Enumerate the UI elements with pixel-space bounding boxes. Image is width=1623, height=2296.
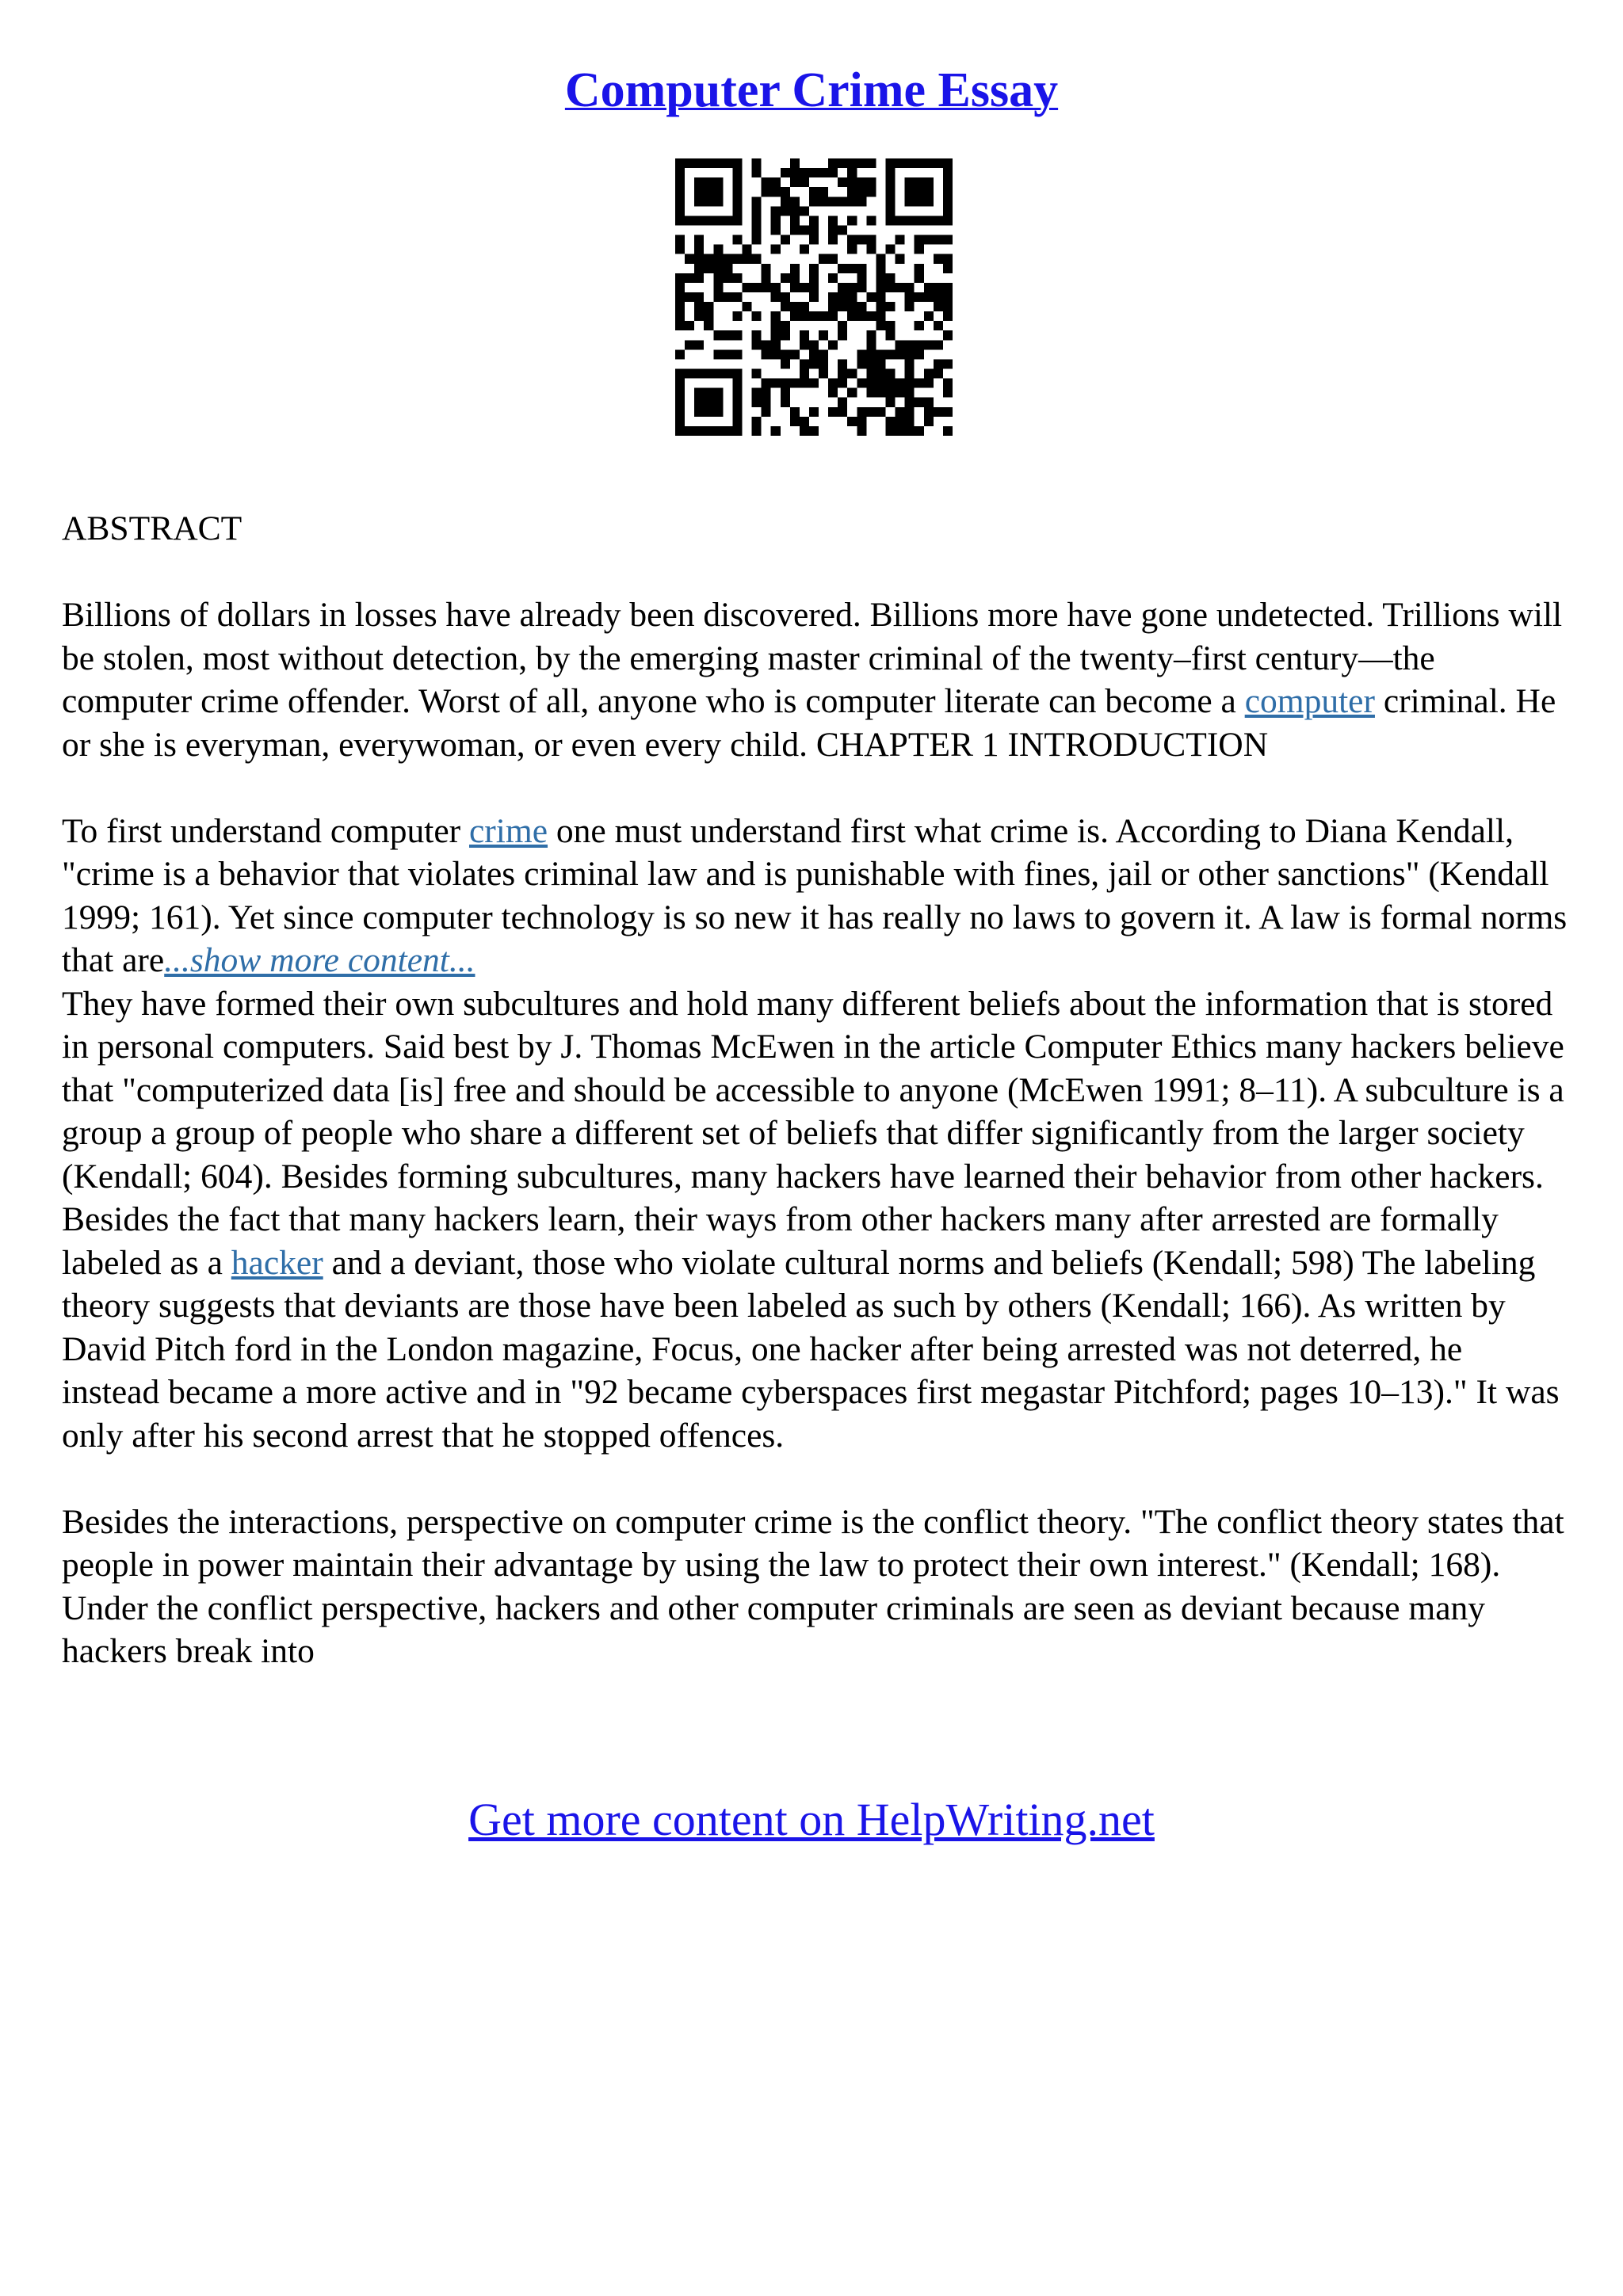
paragraph-introduction (62, 810, 1568, 982)
title-link[interactable]: Computer Crime Essay (564, 63, 1059, 117)
footer (0, 1792, 1623, 1848)
qr-code-image (675, 158, 953, 436)
hacker-link[interactable]: hacker (231, 1243, 323, 1282)
paragraph-subcultures (62, 982, 1568, 1458)
crime-link[interactable]: crime (469, 811, 548, 850)
essay-body (62, 507, 1568, 1716)
paragraph-text: and a deviant, those who violate cultural norms and beliefs (Kendall; 598) The labeling theory suggests that deviants are those have been labeled as such by others (Kendall; 166). As written by David Pitch ford in the London magazine, Focus, one hacker after being arrested was not deterred, he instead became a more active and in "92 became cyberspaces first megastar Pitchford; pages 10–13)." It was only after his second arrest that he stopped offences. (62, 1243, 1560, 1455)
paragraph-text: Billions of dollars in losses have already been discovered. Billions more have gone undetected. Trillions will be stolen, most without detection, by the emerging master criminal of the twenty–first century—the computer crime offender. Worst of all, anyone who is computer literate can become a (62, 596, 1563, 720)
paragraph-abstract (62, 593, 1568, 766)
paragraph-text: They have formed their own subcultures and hold many different beliefs about the information that is stored in personal computers. Said best by J. Thomas McEwen in the article Computer Ethics many hackers believe that "computerized data [is] free and should be accessible to anyone (McEwen 1991; 8–11). A subculture is a group a group of people who share a different set of beliefs that differ significantly from the larger society (Kendall; 604). Besides forming subcultures, many hackers have learned their behavior from other hackers. Besides the fact that many hackers learn, their ways from other hackers many after arrested are formally labeled as a (62, 984, 1564, 1282)
paragraph-text: one must understand first what crime is. According to Diana Kendall, "crime is a behavior that violates criminal law and is punishable with fines, jail or other sanctions" (Kendall 1999; 161). Yet since computer technology is so new it has really no laws to govern it. A law is formal norms that are (62, 811, 1568, 979)
paragraph-text: To first understand computer (62, 811, 469, 850)
paragraph-conflict-theory: Besides the interactions, perspective on computer crime is the conflict theory. "The conflict theory states that people in power maintain their advantage by using the law to protect their own interest." (Kendall; 168). Under the conflict perspective, hackers and other computer criminals are seen as deviant because many hackers break into (62, 1502, 1564, 1670)
abstract-heading: ABSTRACT (62, 509, 242, 547)
page-title (0, 59, 1623, 122)
footer-link[interactable]: Get more content on HelpWriting.net (468, 1794, 1155, 1845)
computer-link[interactable]: computer (1244, 682, 1375, 720)
paragraph-text: criminal. He or she is everyman, everywoman, or even every child. CHAPTER 1 INTRODUCTION (62, 682, 1556, 764)
show-more-link[interactable]: ...show more content... (164, 941, 475, 979)
